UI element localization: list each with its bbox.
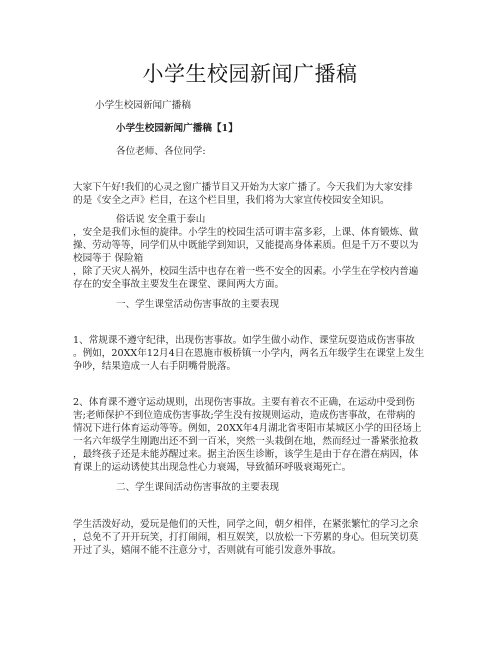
safety-line: 存在的安全事故主要发生在课堂、课间两大方面。	[73, 279, 285, 290]
para-2-line: 育课上的运动诱使其出现急性心力衰竭，导致循环呼吸衰竭死亡。	[73, 462, 352, 473]
section-heading: 小学生校园新闻广播稿【1】	[116, 123, 238, 134]
document-title: 小学生校园新闻广播稿	[142, 62, 358, 86]
safety-line: ，除了天灾人祸外，校园生活中也存在着一些不安全的因素。小学生在学校内普遍	[73, 266, 419, 277]
safety-line: 操、劳动等等，同学们从中既能学到知识，又能提高身体素质。但是千万不要以为	[73, 240, 419, 251]
document-subtitle: 小学生校园新闻广播稿	[95, 100, 191, 111]
para-1-line: 1、常规课不遵守纪律，出现伤害事故。如学生做小动作、课堂玩耍造成伤害事故	[73, 335, 415, 346]
para-1-line: 。例如，20XX年12月4日在恩施市板桥镇一小学内，两名五年级学生在课堂上发生	[73, 348, 425, 359]
para-2-line: 2、体育课不遵守运动规则，出现伤害事故。主要有着衣不正确，在运动中受到伤	[73, 397, 415, 408]
proverb: 俗话说 安全重于泰山	[116, 214, 206, 225]
para-2-line: ，最终孩子还是未能苏醒过来。据主治医生诊断，该学生是由于存在潜在病因，体	[73, 449, 419, 460]
heading-classroom: 一、学生课堂活动伤害事故的主要表现	[116, 299, 280, 310]
safety-line: ，安全是我们永恒的旋律。小学生的校园生活可谓丰富多彩，上课、体育锻炼、做	[73, 227, 419, 238]
greeting: 各位老师、各位同学:	[116, 146, 206, 157]
para-2-line: 情况下进行体育运动等等。例如，20XX年4月湖北省枣阳市某城区小学的田径场上	[73, 423, 422, 434]
intro-line: 大家下午好!我们的心灵之窗广播节目又开始为大家广播了。今天我们为大家安排	[73, 182, 413, 193]
para-1-line: 争吵，结果造成一人右手阴嘴骨脱落。	[73, 361, 237, 372]
safety-line: 校园等于 保险箱	[73, 253, 144, 264]
para-2-line: 害;老师保护不到位造成伤害事故;学生没有按规则运动，造成伤害事故，在带病的	[73, 410, 416, 421]
para-3-line: 开过了头，嬉闹不能不注意分寸，否则就有可能引发意外事故。	[73, 545, 342, 556]
para-3-line: ，总免不了开开玩笑，打打闹闹，相互娱笑，以放松一下劳累的身心。但玩笑切莫	[73, 532, 419, 543]
heading-recess: 二、学生课间活动伤害事故的主要表现	[116, 482, 280, 493]
intro-line: 的是《安全之声》栏目，在这个栏目里，我们将为大家宣传校园安全知识。	[73, 195, 390, 206]
para-3-line: 学生活泼好动，爱玩是他们的天性，同学之间，朝夕相伴，在紧张繁忙的学习之余	[73, 519, 419, 530]
para-2-line: 一名六年级学生刚跑出还不到一百米，突然一头栽倒在地，然而经过一番紧张抢救	[73, 436, 419, 447]
